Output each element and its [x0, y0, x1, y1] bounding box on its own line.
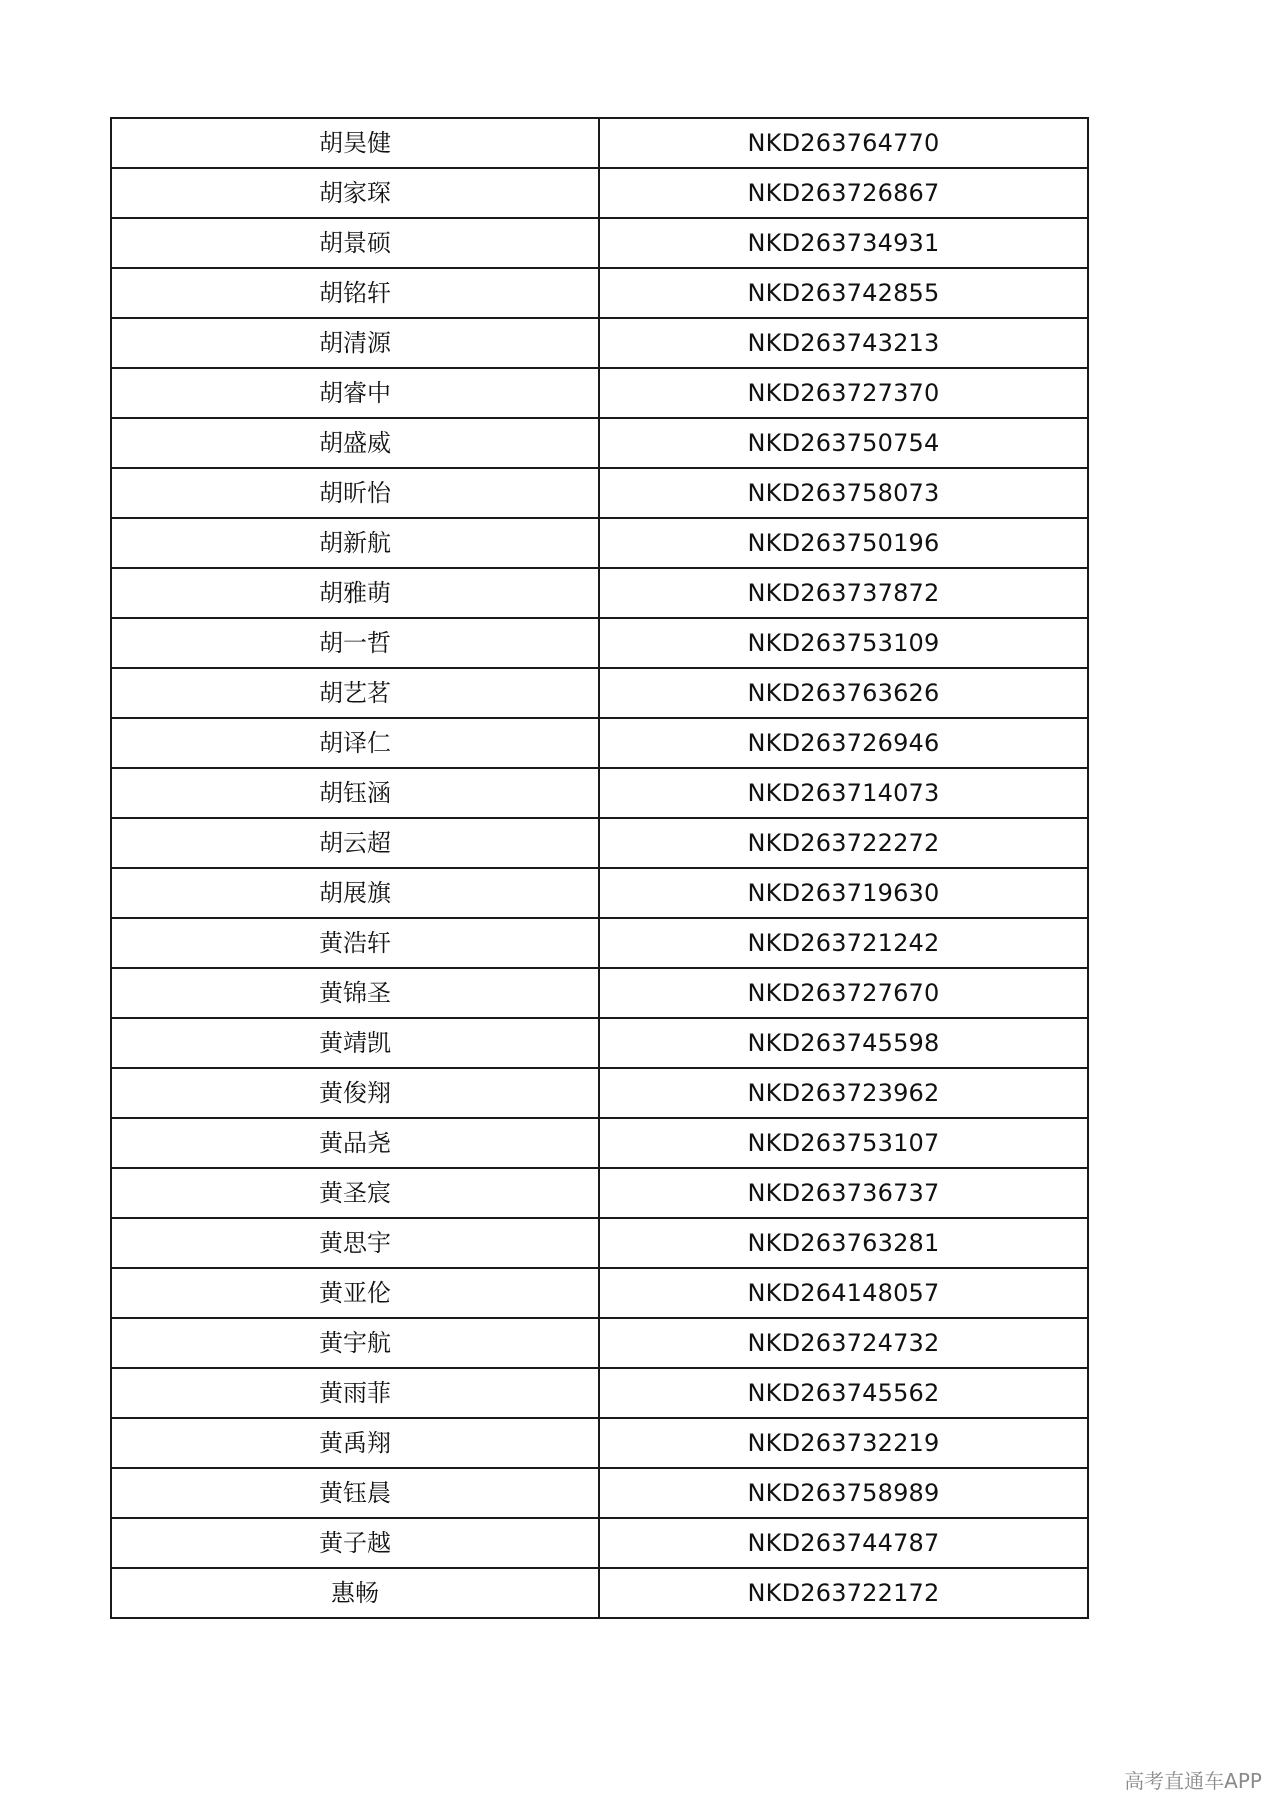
name-cell: 胡云超 — [111, 818, 599, 868]
id-cell: NKD263734931 — [599, 218, 1088, 268]
table-row — [111, 468, 1088, 518]
id-cell: NKD263750754 — [599, 418, 1088, 468]
id-cell: NKD263736737 — [599, 1168, 1088, 1218]
roster-table — [110, 117, 1089, 1619]
table-row — [111, 218, 1088, 268]
id-cell: NKD263753107 — [599, 1118, 1088, 1168]
id-cell: NKD263719630 — [599, 868, 1088, 918]
id-cell: NKD263745598 — [599, 1018, 1088, 1068]
name-cell: 黄宇航 — [111, 1318, 599, 1368]
table-row — [111, 268, 1088, 318]
id-cell: NKD263714073 — [599, 768, 1088, 818]
name-cell: 黄圣宸 — [111, 1168, 599, 1218]
id-cell: NKD263764770 — [599, 118, 1088, 168]
name-cell: 黄俊翔 — [111, 1068, 599, 1118]
name-cell: 黄品尧 — [111, 1118, 599, 1168]
name-cell: 胡景硕 — [111, 218, 599, 268]
name-cell: 胡盛威 — [111, 418, 599, 468]
name-cell: 胡钰涵 — [111, 768, 599, 818]
name-cell: 胡清源 — [111, 318, 599, 368]
table-row — [111, 1168, 1088, 1218]
name-cell: 黄思宇 — [111, 1218, 599, 1268]
name-cell: 胡铭轩 — [111, 268, 599, 318]
id-cell: NKD263726946 — [599, 718, 1088, 768]
name-cell: 胡展旗 — [111, 868, 599, 918]
name-cell: 惠畅 — [111, 1568, 599, 1618]
id-cell: NKD263727370 — [599, 368, 1088, 418]
id-cell: NKD263742855 — [599, 268, 1088, 318]
name-cell: 黄亚伦 — [111, 1268, 599, 1318]
table-row — [111, 1018, 1088, 1068]
table-row — [111, 1118, 1088, 1168]
table-row — [111, 168, 1088, 218]
id-cell: NKD263721242 — [599, 918, 1088, 968]
id-cell: NKD263758989 — [599, 1468, 1088, 1518]
name-cell: 胡雅萌 — [111, 568, 599, 618]
name-cell: 黄子越 — [111, 1518, 599, 1568]
table-row — [111, 768, 1088, 818]
id-cell: NKD263722172 — [599, 1568, 1088, 1618]
id-cell: NKD263722272 — [599, 818, 1088, 868]
table-row — [111, 1368, 1088, 1418]
table-row — [111, 1518, 1088, 1568]
table-row — [111, 1268, 1088, 1318]
table-row — [111, 518, 1088, 568]
name-cell: 胡昊健 — [111, 118, 599, 168]
id-cell: NKD263743213 — [599, 318, 1088, 368]
table-row — [111, 868, 1088, 918]
name-cell: 胡一哲 — [111, 618, 599, 668]
id-cell: NKD263737872 — [599, 568, 1088, 618]
id-cell: NKD263744787 — [599, 1518, 1088, 1568]
table-row — [111, 118, 1088, 168]
id-cell: NKD263727670 — [599, 968, 1088, 1018]
id-cell: NKD263753109 — [599, 618, 1088, 668]
table-row — [111, 1468, 1088, 1518]
name-cell: 胡睿中 — [111, 368, 599, 418]
name-cell: 胡译仁 — [111, 718, 599, 768]
table-row — [111, 418, 1088, 468]
table-row — [111, 568, 1088, 618]
name-cell: 胡新航 — [111, 518, 599, 568]
name-cell: 黄锦圣 — [111, 968, 599, 1018]
table-row — [111, 918, 1088, 968]
id-cell: NKD263726867 — [599, 168, 1088, 218]
table-row — [111, 718, 1088, 768]
id-cell: NKD263732219 — [599, 1418, 1088, 1468]
name-cell: 黄雨菲 — [111, 1368, 599, 1418]
table-row — [111, 1218, 1088, 1268]
table-row — [111, 1318, 1088, 1368]
table-row — [111, 968, 1088, 1018]
id-cell: NKD264148057 — [599, 1268, 1088, 1318]
roster-table-body — [111, 118, 1088, 1618]
table-row — [111, 618, 1088, 668]
table-row — [111, 1568, 1088, 1618]
name-cell: 黄禹翔 — [111, 1418, 599, 1468]
id-cell: NKD263745562 — [599, 1368, 1088, 1418]
name-cell: 黄浩轩 — [111, 918, 599, 968]
table-row — [111, 1418, 1088, 1468]
watermark-text: 高考直通车APP — [1124, 1769, 1262, 1793]
id-cell: NKD263750196 — [599, 518, 1088, 568]
table-row — [111, 318, 1088, 368]
name-cell: 胡艺茗 — [111, 668, 599, 718]
table-row — [111, 818, 1088, 868]
name-cell: 黄钰晨 — [111, 1468, 599, 1518]
id-cell: NKD263758073 — [599, 468, 1088, 518]
name-cell: 胡昕怡 — [111, 468, 599, 518]
name-cell: 黄靖凯 — [111, 1018, 599, 1068]
name-cell: 胡家琛 — [111, 168, 599, 218]
table-row — [111, 1068, 1088, 1118]
id-cell: NKD263763281 — [599, 1218, 1088, 1268]
id-cell: NKD263723962 — [599, 1068, 1088, 1118]
table-row — [111, 668, 1088, 718]
id-cell: NKD263724732 — [599, 1318, 1088, 1368]
id-cell: NKD263763626 — [599, 668, 1088, 718]
table-row — [111, 368, 1088, 418]
